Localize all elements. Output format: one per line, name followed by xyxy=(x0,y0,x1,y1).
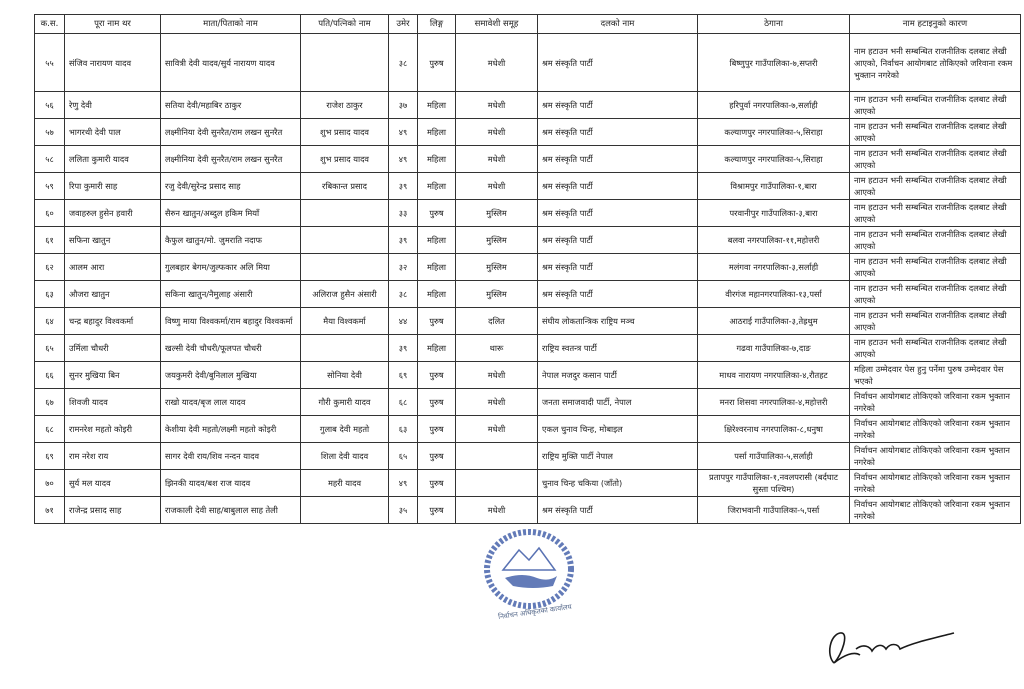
cell-gender: पुरुष xyxy=(418,34,456,92)
header-sn: क.स. xyxy=(35,15,65,34)
cell-age: ३२ xyxy=(389,254,418,281)
cell-age: ४९ xyxy=(389,470,418,497)
cell-age: ३८ xyxy=(389,34,418,92)
cell-spouse-name xyxy=(301,335,389,362)
cell-address: माधव नारायण नगरपालिका-४,रौतहट xyxy=(698,362,850,389)
stamp-caption: निर्वाचन अधिकृतको कार्यालय xyxy=(497,602,573,622)
cell-party-name: श्रम संस्कृति पार्टी xyxy=(538,281,698,308)
cell-serial-number: ६४ xyxy=(35,308,65,335)
table-row xyxy=(35,227,1021,254)
cell-inclusive-group: मधेशी xyxy=(456,389,538,416)
cell-removal-reason: निर्वाचन आयोगबाट तोकिएको जरिवाना रकम भुक्तान नगरेको xyxy=(850,470,1021,497)
cell-age: ६५ xyxy=(389,443,418,470)
cell-removal-reason: नाम हटाउन भनी सम्बन्धित राजनीतिक दलबाट लेखी आएको xyxy=(850,335,1021,362)
cell-spouse-name: शिला देवी यादव xyxy=(301,443,389,470)
cell-spouse-name xyxy=(301,227,389,254)
cell-serial-number: ६९ xyxy=(35,443,65,470)
cell-party-name: राष्ट्रिय स्वतन्त्र पार्टी xyxy=(538,335,698,362)
cell-removal-reason: निर्वाचन आयोगबाट तोकिएको जरिवाना रकम भुक्तान नगरेको xyxy=(850,416,1021,443)
stamp-ring xyxy=(487,532,571,606)
cell-parents-name: झिनकी यादव/बश राज यादव xyxy=(161,470,301,497)
table-row xyxy=(35,200,1021,227)
header-spouse: पति/पत्निको नाम xyxy=(301,15,389,34)
cell-spouse-name: मैया विश्वकर्मा xyxy=(301,308,389,335)
table-row xyxy=(35,335,1021,362)
cell-serial-number: ६५ xyxy=(35,335,65,362)
cell-parents-name: सागर देवी राय/शिव नन्दन यादव xyxy=(161,443,301,470)
cell-gender: महिला xyxy=(418,281,456,308)
cell-gender: पुरुष xyxy=(418,362,456,389)
cell-party-name: श्रम संस्कृति पार्टी xyxy=(538,34,698,92)
table-row xyxy=(35,92,1021,119)
cell-spouse-name xyxy=(301,34,389,92)
cell-age: ३८ xyxy=(389,281,418,308)
cell-parents-name: सावित्री देवी यादव/सुर्य नारायण यादव xyxy=(161,34,301,92)
cell-removal-reason: महिला उम्मेदवार पेस हुनु पर्नेमा पुरुष उम्मेदवार पेस भएको xyxy=(850,362,1021,389)
cell-age: ३५ xyxy=(389,497,418,524)
cell-address: पर्सा गाउँपालिका-५,सर्लाही xyxy=(698,443,850,470)
cell-full-name: ललिता कुमारी यादव xyxy=(65,146,161,173)
cell-full-name: राम नरेश राय xyxy=(65,443,161,470)
candidate-removal-table xyxy=(34,14,1021,524)
cell-inclusive-group: मधेशी xyxy=(456,173,538,200)
header-age: उमेर xyxy=(389,15,418,34)
cell-inclusive-group: मुस्लिम xyxy=(456,200,538,227)
cell-age: ४९ xyxy=(389,119,418,146)
cell-serial-number: ५६ xyxy=(35,92,65,119)
cell-address: जिराभवानी गाउँपालिका-५,पर्सा xyxy=(698,497,850,524)
cell-party-name: एकल चुनाव चिन्ह, मोबाइल xyxy=(538,416,698,443)
cell-full-name: रिपा कुमारी साह xyxy=(65,173,161,200)
document-sheet xyxy=(34,14,1020,524)
cell-serial-number: ७१ xyxy=(35,497,65,524)
cell-gender: पुरुष xyxy=(418,200,456,227)
cell-party-name: श्रम संस्कृति पार्टी xyxy=(538,146,698,173)
cell-full-name: रेणु देवी xyxy=(65,92,161,119)
cell-address: मनरा शिसवा नगरपालिका-४,महोत्तरी xyxy=(698,389,850,416)
cell-parents-name: विष्णु माया विश्वकर्मा/राम बहादुर विश्वकर्मा xyxy=(161,308,301,335)
cell-inclusive-group: मधेशी xyxy=(456,92,538,119)
cell-address: मलंगवा नगरपालिका-३,सर्लाही xyxy=(698,254,850,281)
cell-parents-name: लक्ष्मीनिया देवी सुनरैत/राम लखन सुनरैत xyxy=(161,146,301,173)
table-row xyxy=(35,416,1021,443)
cell-inclusive-group: मधेशी xyxy=(456,34,538,92)
cell-spouse-name: गौरी कुमारी यादव xyxy=(301,389,389,416)
cell-gender: पुरुष xyxy=(418,308,456,335)
cell-removal-reason: नाम हटाउन भनी सम्बन्धित राजनीतिक दलबाट लेखी आएको xyxy=(850,254,1021,281)
cell-spouse-name xyxy=(301,200,389,227)
cell-serial-number: ५७ xyxy=(35,119,65,146)
cell-address: कल्याणपुर नगरपालिका-५,सिराहा xyxy=(698,119,850,146)
cell-address: क्षिरेश्वरनाथ नगरपालिका-८,धनुषा xyxy=(698,416,850,443)
cell-parents-name: राखो यादव/बृज लाल यादव xyxy=(161,389,301,416)
header-address: ठेगाना xyxy=(698,15,850,34)
cell-gender: महिला xyxy=(418,335,456,362)
cell-removal-reason: नाम हटाउन भनी सम्बन्धित राजनीतिक दलबाट लेखी आएको xyxy=(850,146,1021,173)
cell-age: ३७ xyxy=(389,92,418,119)
cell-serial-number: ६२ xyxy=(35,254,65,281)
cell-inclusive-group: थारू xyxy=(456,335,538,362)
cell-full-name: शिवजी यादव xyxy=(65,389,161,416)
cell-serial-number: ७० xyxy=(35,470,65,497)
cell-party-name: नेपाल मजदुर कसान पार्टी xyxy=(538,362,698,389)
cell-spouse-name: रबिकान्त प्रसाद xyxy=(301,173,389,200)
cell-removal-reason: नाम हटाउन भनी सम्बन्धित राजनीतिक दलबाट लेखी आएको xyxy=(850,281,1021,308)
cell-spouse-name: महरी यादव xyxy=(301,470,389,497)
cell-parents-name: लक्ष्मीनिया देवी सुनरैत/राम लखन सुनरैत xyxy=(161,119,301,146)
official-stamp xyxy=(483,528,575,610)
cell-serial-number: ६१ xyxy=(35,227,65,254)
cell-removal-reason: नाम हटाउन भनी सम्बन्धित राजनीतिक दलबाट लेखी आएको xyxy=(850,227,1021,254)
cell-inclusive-group: मधेशी xyxy=(456,119,538,146)
cell-parents-name: राजकाली देवी साह/बाबुलाल साह तेली xyxy=(161,497,301,524)
cell-full-name: राजेन्द्र प्रसाद साह xyxy=(65,497,161,524)
cell-inclusive-group: मधेशी xyxy=(456,416,538,443)
cell-inclusive-group: मुस्लिम xyxy=(456,254,538,281)
cell-party-name: श्रम संस्कृति पार्टी xyxy=(538,497,698,524)
cell-address: प्रतापपुर गाउँपालिका-१,नवलपरासी (बर्दघाट सुस्ता पश्चिम) xyxy=(698,470,850,497)
cell-removal-reason: निर्वाचन आयोगबाट तोकिएको जरिवाना रकम भुक्तान नगरेको xyxy=(850,497,1021,524)
cell-full-name: रामनरेश महतो कोइरी xyxy=(65,416,161,443)
cell-gender: महिला xyxy=(418,92,456,119)
cell-parents-name: सकिना खातुन/नैमुलाह अंसारी xyxy=(161,281,301,308)
header-gender: लिङ्ग xyxy=(418,15,456,34)
cell-serial-number: ५९ xyxy=(35,173,65,200)
cell-serial-number: ६० xyxy=(35,200,65,227)
cell-spouse-name xyxy=(301,497,389,524)
cell-removal-reason: नाम हटाउन भनी सम्बन्धित राजनीतिक दलबाट लेखी आएको, निर्वाचन आयोगबाट तोकिएको जरिवाना रकम भुक्तान नगरेको xyxy=(850,34,1021,92)
table-row xyxy=(35,119,1021,146)
cell-spouse-name: अलिराज हुसैन अंसारी xyxy=(301,281,389,308)
table-row xyxy=(35,173,1021,200)
cell-spouse-name: राजेश ठाकुर xyxy=(301,92,389,119)
cell-inclusive-group: मधेशी xyxy=(456,146,538,173)
cell-age: ३९ xyxy=(389,227,418,254)
header-reason: नाम हटाइनुको कारण xyxy=(850,15,1021,34)
cell-address: विश्रामपुर गाउँपालिका-१,बारा xyxy=(698,173,850,200)
cell-inclusive-group: मुस्लिम xyxy=(456,281,538,308)
cell-serial-number: ६७ xyxy=(35,389,65,416)
header-group: समावेशी समूह xyxy=(456,15,538,34)
cell-address: आठराई गाउँपालिका-३,तेह्रथुम xyxy=(698,308,850,335)
cell-full-name: उर्मिला चौधरी xyxy=(65,335,161,362)
cell-parents-name: गुलबहार बेगम/जुल्फकार अलि मिया xyxy=(161,254,301,281)
table-row xyxy=(35,443,1021,470)
cell-spouse-name: सोनिया देवी xyxy=(301,362,389,389)
cell-removal-reason: निर्वाचन आयोगबाट तोकिएको जरिवाना रकम भुक्तान नगरेको xyxy=(850,389,1021,416)
cell-full-name: औजरा खातुन xyxy=(65,281,161,308)
signature xyxy=(820,625,960,670)
cell-age: ३३ xyxy=(389,200,418,227)
cell-address: बलवा नगरपालिका-११,महोत्तरी xyxy=(698,227,850,254)
table-row xyxy=(35,281,1021,308)
cell-inclusive-group xyxy=(456,470,538,497)
cell-removal-reason: नाम हटाउन भनी सम्बन्धित राजनीतिक दलबाट लेखी आएको xyxy=(850,173,1021,200)
cell-gender: पुरुष xyxy=(418,470,456,497)
cell-parents-name: रजु देवी/सुरेन्द्र प्रसाद साह xyxy=(161,173,301,200)
cell-full-name: आलम आरा xyxy=(65,254,161,281)
cell-removal-reason: निर्वाचन आयोगबाट तोकिएको जरिवाना रकम भुक्तान नगरेको xyxy=(850,443,1021,470)
cell-inclusive-group: मधेशी xyxy=(456,497,538,524)
cell-full-name: संजिव नारायण यादव xyxy=(65,34,161,92)
cell-party-name: श्रम संस्कृति पार्टी xyxy=(538,254,698,281)
cell-parents-name: सैरुन खातुन/अब्दुल हकिम मियाँ xyxy=(161,200,301,227)
cell-full-name: सुनर मुखिया बिन xyxy=(65,362,161,389)
cell-inclusive-group: मुस्लिम xyxy=(456,227,538,254)
table-row xyxy=(35,146,1021,173)
table-row xyxy=(35,308,1021,335)
cell-gender: महिला xyxy=(418,119,456,146)
cell-full-name: चन्द्र बहादुर विश्वकर्मा xyxy=(65,308,161,335)
cell-address: गढवा गाउँपालिका-७,दाङ xyxy=(698,335,850,362)
cell-full-name: भागरथी देवी पाल xyxy=(65,119,161,146)
cell-removal-reason: नाम हटाउन भनी सम्बन्धित राजनीतिक दलबाट लेखी आएको xyxy=(850,200,1021,227)
cell-spouse-name xyxy=(301,254,389,281)
cell-gender: पुरुष xyxy=(418,443,456,470)
cell-address: बिष्णुपुर गाउँपालिका-७,सप्तरी xyxy=(698,34,850,92)
cell-party-name: संघीय लोकतान्त्रिक राष्ट्रिय मञ्च xyxy=(538,308,698,335)
table-row xyxy=(35,34,1021,92)
cell-gender: महिला xyxy=(418,146,456,173)
cell-address: परवानीपुर गाउँपालिका-३,बारा xyxy=(698,200,850,227)
table-row xyxy=(35,470,1021,497)
cell-age: ३९ xyxy=(389,173,418,200)
cell-gender: पुरुष xyxy=(418,416,456,443)
cell-full-name: जवाहरुल हुसेन हवारी xyxy=(65,200,161,227)
cell-spouse-name: शुभ प्रसाद यादव xyxy=(301,146,389,173)
cell-party-name: श्रम संस्कृति पार्टी xyxy=(538,173,698,200)
cell-age: ६९ xyxy=(389,362,418,389)
cell-party-name: जनता समाजवादी पार्टी, नेपाल xyxy=(538,389,698,416)
cell-parents-name: कैफुल खातुन/मो. जुमराति नदाफ xyxy=(161,227,301,254)
cell-age: ३९ xyxy=(389,335,418,362)
cell-parents-name: केशीया देवी महतो/लक्ष्मी महतो कोइरी xyxy=(161,416,301,443)
cell-party-name: श्रम संस्कृति पार्टी xyxy=(538,227,698,254)
cell-inclusive-group: दलित xyxy=(456,308,538,335)
cell-address: वीरगंज महानगरपालिका-१३,पर्सा xyxy=(698,281,850,308)
header-parents: माता/पिताको नाम xyxy=(161,15,301,34)
table-row xyxy=(35,362,1021,389)
cell-full-name: सुर्य मल यादव xyxy=(65,470,161,497)
cell-party-name: श्रम संस्कृति पार्टी xyxy=(538,92,698,119)
cell-full-name: सफिना खातुन xyxy=(65,227,161,254)
cell-serial-number: ६३ xyxy=(35,281,65,308)
cell-gender: महिला xyxy=(418,227,456,254)
cell-party-name: श्रम संस्कृति पार्टी xyxy=(538,200,698,227)
cell-spouse-name: शुभ प्रसाद यादव xyxy=(301,119,389,146)
cell-age: ४९ xyxy=(389,146,418,173)
cell-parents-name: सतिया देवी/महाबिर ठाकुर xyxy=(161,92,301,119)
cell-removal-reason: नाम हटाउन भनी सम्बन्धित राजनीतिक दलबाट लेखी आएको xyxy=(850,308,1021,335)
table-row xyxy=(35,389,1021,416)
cell-serial-number: ५८ xyxy=(35,146,65,173)
cell-removal-reason: नाम हटाउन भनी सम्बन्धित राजनीतिक दलबाट लेखी आएको xyxy=(850,119,1021,146)
cell-parents-name: खल्सी देवी चौधरी/फूलपत चौधरी xyxy=(161,335,301,362)
cell-party-name: श्रम संस्कृति पार्टी xyxy=(538,119,698,146)
stamp-map xyxy=(505,575,557,588)
cell-parents-name: जयकुमरी देवी/बुनिलाल मुखिया xyxy=(161,362,301,389)
cell-age: ४४ xyxy=(389,308,418,335)
cell-gender: पुरुष xyxy=(418,389,456,416)
cell-gender: पुरुष xyxy=(418,497,456,524)
table-row xyxy=(35,254,1021,281)
header-row xyxy=(35,15,1021,34)
cell-removal-reason: नाम हटाउन भनी सम्बन्धित राजनीतिक दलबाट लेखी आएको xyxy=(850,92,1021,119)
cell-party-name: चुनाव चिन्ह चकिया (जाँतो) xyxy=(538,470,698,497)
cell-serial-number: ५५ xyxy=(35,34,65,92)
cell-age: ६८ xyxy=(389,389,418,416)
header-name: पूरा नाम थर xyxy=(65,15,161,34)
header-party: दलको नाम xyxy=(538,15,698,34)
cell-gender: महिला xyxy=(418,254,456,281)
cell-address: हरिपुर्वा नगरपालिका-७,सर्लाही xyxy=(698,92,850,119)
cell-address: कल्याणपुर नगरपालिका-५,सिराहा xyxy=(698,146,850,173)
cell-spouse-name: गुलाब देवी महतो xyxy=(301,416,389,443)
cell-age: ६३ xyxy=(389,416,418,443)
cell-inclusive-group xyxy=(456,443,538,470)
cell-inclusive-group: मधेशी xyxy=(456,362,538,389)
stamp-mountain xyxy=(503,548,555,570)
cell-serial-number: ६६ xyxy=(35,362,65,389)
table-row xyxy=(35,497,1021,524)
cell-party-name: राष्ट्रिय मुक्ति पार्टी नेपाल xyxy=(538,443,698,470)
cell-serial-number: ६८ xyxy=(35,416,65,443)
cell-gender: महिला xyxy=(418,173,456,200)
